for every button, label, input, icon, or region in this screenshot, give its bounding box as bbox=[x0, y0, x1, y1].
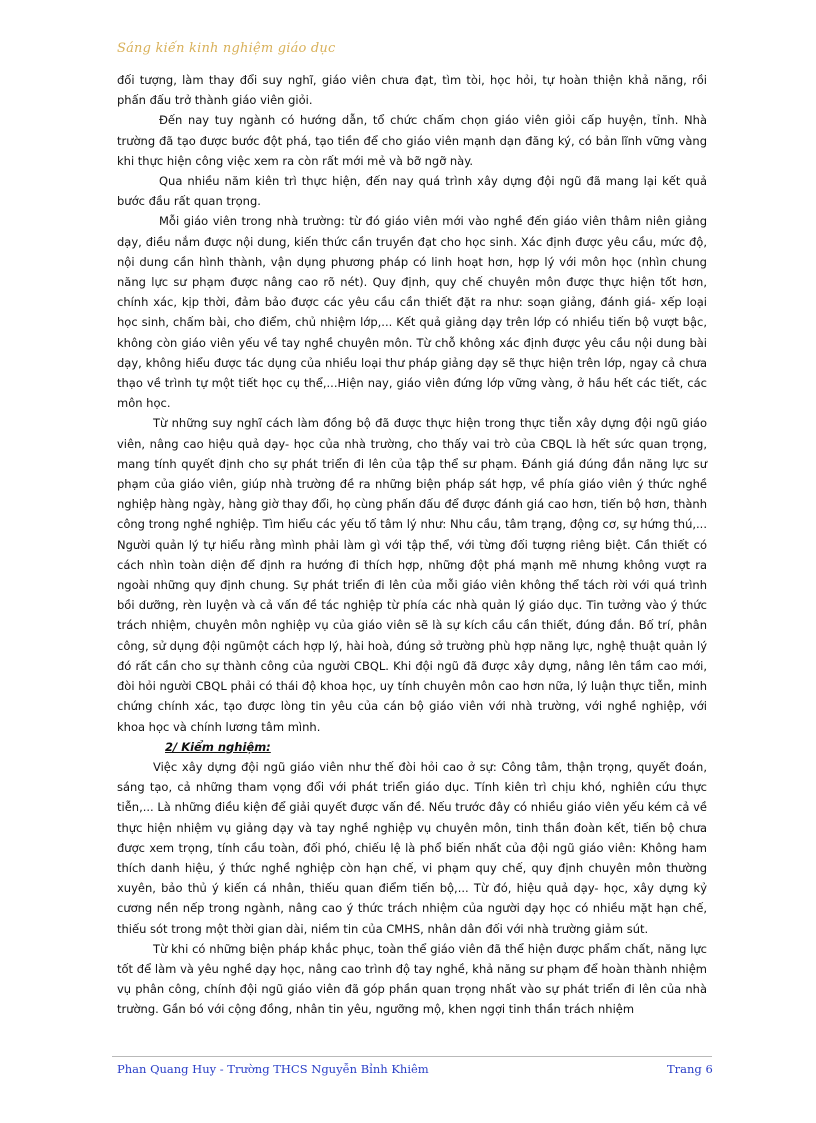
page-number: Trang 6 bbox=[667, 1062, 713, 1076]
paragraph: Việc xây dựng đội ngũ giáo viên như thế đòi hỏi cao ở sự: Công tâm, thận trọng, quyết đoán, sáng tạo, cả những tham vọng đổi với phát triển giáo dục. Tính kiên trì chịu khó, nghiên cứu thực tiễn,... Là những điều kiện để giải quyết được vấn đề. Nếu trước đây có nhiều giáo viên yếu kém cả về thực hiện nhiệm vụ giảng dạy và tay nghề nghiệp vụ chuyên môn, tinh thần đoàn kết, tiến bộ chưa được xem trọng, tính cầu toàn, đối phó, chiếu lệ là phổ biến nhất của đội ngũ giáo viên: Không ham thích danh hiệu, ý thức nghề nghiệp còn hạn chế, vi phạm quy chế, quy định chuyên môn thường xuyên, bảo thủ ý kiến cá nhân, thiếu quan điểm tiến bộ,... Từ đó, hiệu quả dạy- học, xây dựng kỷ cương nền nếp trong ngành, nâng cao ý thức trách nhiệm của người dạy học có nhiều mặt hạn chế, thiếu sót trong một thời gian dài, niềm tin của CMHS, nhân dân đối với nhà trường giảm sút. bbox=[117, 759, 707, 936]
paragraph: Từ những suy nghĩ cách làm đồng bộ đã được thực hiện trong thực tiễn xây dựng đội ngũ giáo viên, nâng cao hiệu quả dạy- học của nhà trường, cho thấy vai trò của CBQL là hết sức quan trọng, mang tính quyết định cho sự phát triển đi lên của tập thể sư phạm. Đánh giá đúng đắn năng lực sư phạm của giáo viên, giúp nhà trường đề ra những biện pháp sát hợp, về phía giáo viên ý thức nghề nghiệp hàng ngày, hàng giờ thay đổi, họ cùng phấn đấu để được đánh giá cao hơn, tiến bộ hơn, thành công trong nghề nghiệp. Tìm hiểu các yếu tố tâm lý như: Nhu cầu, tâm trạng, động cơ, sự hứng thú,... Người quản lý tự hiểu rằng mình phải làm gì với tập thể, với từng đối tượng riêng biệt. Cần thiết có cách nhìn toàn diện để định ra hướng đi thích hợp, những đột phá mạnh mẽ nhưng không vượt ra ngoài những quy định chung. Sự phát triển đi lên của mỗi giáo viên không thể tách rời với quá trình bồi dưỡng, rèn luyện và cả vấn đề tác nghiệp từ phía các nhà quản lý giáo dục. Tin tưởng vào ý thức trách nhiệm, chuyên môn nghiệp vụ của giáo viên sẽ là sự kích cầu cần thiết, đúng đắn. Bố trí, phân công, sử dụng đội ngũmột cách hợp lý, hài hoà, đúng sở trường phù hợp năng lực, nghệ thuật quản lý đó rất cần cho sự thành công của người CBQL. Khi đội ngũ đã được xây dựng, nâng lên tầm cao mới, đòi hỏi người CBQL phải có thái độ khoa học, uy tính chuyên môn cao hơn nữa, lý luận thực tiễn, minh chứng chính xác, tạo được lòng tin yêu của cán bộ giáo viên với nhà trường, với nghề nghiệp, với khoa học và chính lương tâm mình. bbox=[117, 416, 707, 734]
footer-divider bbox=[112, 1056, 712, 1057]
header-title: Sáng kiến kinh nghiệm giáo dục bbox=[117, 41, 336, 56]
paragraph: Đến nay tuy ngành có hướng dẫn, tổ chức chấm chọn giáo viên giỏi cấp huyện, tỉnh. Nhà trường đã tạo được bước đột phá, tạo tiền để cho giáo viên mạnh dạn đăng ký, có bản lĩnh vững vàng khi thực hiện công việc xem ra còn rất mới mẻ và bỡ ngỡ này. bbox=[117, 113, 707, 168]
paragraph: Mỗi giáo viên trong nhà trường: từ đó giáo viên mới vào nghề đến giáo viên thâm niên giảng dạy, điều nắm được nội dung, kiến thức cần truyền đạt cho học sinh. Xác định được yêu cầu, mức độ, nội dung cần hình thành, vận dụng phương pháp có linh hoạt hơn, hợp lý với môn học (nhìn chung năng lực sư phạm được nâng cao rõ nét). Quy định, quy chế chuyên môn được thực hiện tốt hơn, chính xác, kịp thời, đảm bảo được các yêu cầu cần thiết đặt ra như: soạn giảng, đánh giá- xếp loại học sinh, chấm bài, cho điểm, chủ nhiệm lớp,... Kết quả giảng dạy trên lớp có nhiều tiến bộ vượt bậc, không còn giáo viên yếu về tay nghề chuyên môn. Từ chỗ không xác định được yêu cầu nội dung bài dạy, không hiểu được tác dụng của nhiều loại thư pháp giảng dạy sẽ thực hiện trên lớp, ngay cả chưa thạo về trình tự một tiết học cụ thể,...Hiện nay, giáo viên đứng lớp vững vàng, ở hầu hết các tiết, các môn học. bbox=[117, 214, 707, 411]
footer-author: Phan Quang Huy - Trường THCS Nguyễn Bỉnh Khiêm bbox=[117, 1062, 429, 1076]
paragraph: Qua nhiều năm kiên trì thực hiện, đến nay quá trình xây dựng đội ngũ đã mang lại kết quả bước đầu rất quan trọng. bbox=[117, 174, 707, 209]
paragraph: Từ khi có những biện pháp khắc phục, toàn thể giáo viên đã thể hiện được phẩm chất, năng lực tốt để làm và yêu nghề dạy học, nâng cao trình độ tay nghề, khả năng sư phạm để hoàn thành nhiệm vụ phân công, chính đội ngũ giáo viên đã góp phần quan trọng nhất vào sự phát triển đi lên của nhà trường. Gần bó với cộng đồng, nhân tin yêu, ngưỡng mộ, khen ngợi tinh thần trách nhiệm bbox=[117, 941, 707, 1017]
document-body bbox=[117, 70, 707, 1020]
paragraph-continuation: đối tượng, làm thay đổi suy nghĩ, giáo viên chưa đạt, tìm tòi, học hỏi, tự hoàn thiện khả năng, rồi phấn đấu trở thành giáo viên giỏi. bbox=[117, 73, 707, 108]
section-heading: 2/ Kiểm nghiệm: bbox=[165, 739, 271, 754]
